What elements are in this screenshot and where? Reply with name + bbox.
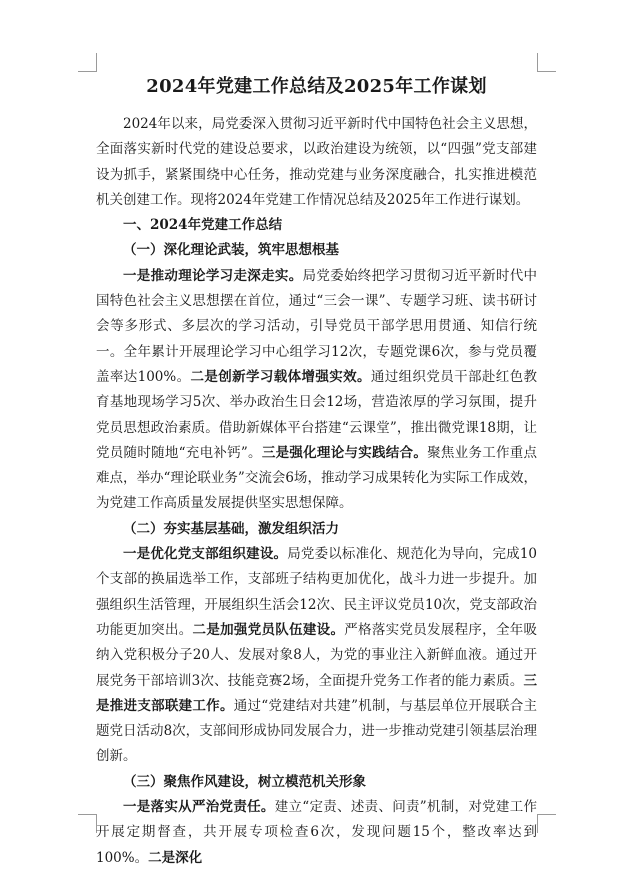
point-lead: 一是优化党支部组织建设。 — [123, 546, 288, 563]
crop-mark-top-right — [537, 53, 556, 72]
document-title: 2024年党建工作总结及2025年工作谋划 — [146, 76, 487, 97]
intro-paragraph: 2024年以来，局党委深入贯彻习近平新时代中国特色社会主义思想，全面落实新时代党的建设总要求，以政治建设为统领，以“四强”党支部建设为抓手，紧紧围绕中心任务，推动党建与业务深度融合，扎实推进模范机关创建工作。现将2024年党建工作情况总结及2025年工作进行谋划。 — [96, 116, 537, 208]
document-page — [96, 74, 537, 871]
point-text: 通过组织党员干部赴红色教育基地现场学习5次、举办政治生日会12场，营造浓厚的学习氛围，提升党员思想政治素质。借助新媒体平台搭建“云课堂”，推出微党课18期，让党员随时随地“充电补钙”。 — [96, 368, 538, 461]
point-lead: 三是推进支部联建工作。 — [96, 672, 537, 714]
point-text: 建立“定责、述责、问责”机制，对党建工作开展定期督查，共开展专项检查6次，发现问题15个，整改率达到100%。 — [96, 799, 537, 866]
section-heading: 一、2024年党建工作总结 — [123, 217, 283, 234]
crop-mark-bottom-left — [78, 814, 97, 833]
point-lead: 一是推动理论学习走深走实。 — [123, 267, 303, 284]
point-lead: 一是落实从严治党责任。 — [123, 799, 275, 816]
point-text: 严格落实党员发展程序，全年吸纳入党积极分子20人、发展对象8人，为党的事业注入新鲜血液。通过开展党务干部培训3次、技能竞赛2场，全面提升党务工作者的能力素质。 — [96, 621, 538, 689]
point-text: 聚焦业务工作重点难点，举办“理论联业务”交流会6场，推动学习成果转化为实际工作成效，为党建工作高质量发展提供坚实思想保障。 — [96, 444, 538, 512]
point-lead: 二是加强党员队伍建设。 — [192, 621, 345, 638]
point-lead: 二是创新学习载体增强实效。 — [190, 368, 371, 385]
point-lead: 二是深化 — [148, 849, 203, 866]
point-lead: 三是强化理论与实践结合。 — [261, 444, 428, 461]
subsection-1-body — [96, 264, 537, 517]
subsection-3-body — [96, 795, 537, 871]
crop-mark-top-left — [78, 53, 97, 72]
point-text: 局党委以标准化、规范化为导向，完成10个支部的换届选举工作，支部班子结构更加优化，战斗力进一步提升。加强组织生活管理，开展组织生活会12次、民主评议党员10次，党支部政治功能更加突出。 — [96, 546, 537, 638]
point-text: 局党委始终把学习贯彻习近平新时代中国特色社会主义思想摆在首位，通过“三会一课”、专题学习班、读书研讨会等多形式、多层次的学习活动，引导党员干部学思用贯通、知信行统一。全年累计开展理论学习中心组学习12次，专题党课6次，参与党员覆盖率达100%。 — [96, 267, 538, 385]
subsection-2-body — [96, 542, 537, 770]
crop-mark-bottom-right — [537, 814, 556, 833]
subsection-heading-1: （一）深化理论武装，筑牢思想根基 — [123, 242, 339, 259]
point-text: 通过“党建结对共建”机制，与基层单位开展联合主题党日活动8次，支部间形成协同发展合力，进一步推动党建引领基层治理创新。 — [96, 697, 537, 765]
subsection-heading-2: （二）夯实基层基础，激发组织活力 — [123, 520, 339, 537]
subsection-heading-3: （三）聚焦作风建设，树立模范机关形象 — [123, 773, 366, 790]
